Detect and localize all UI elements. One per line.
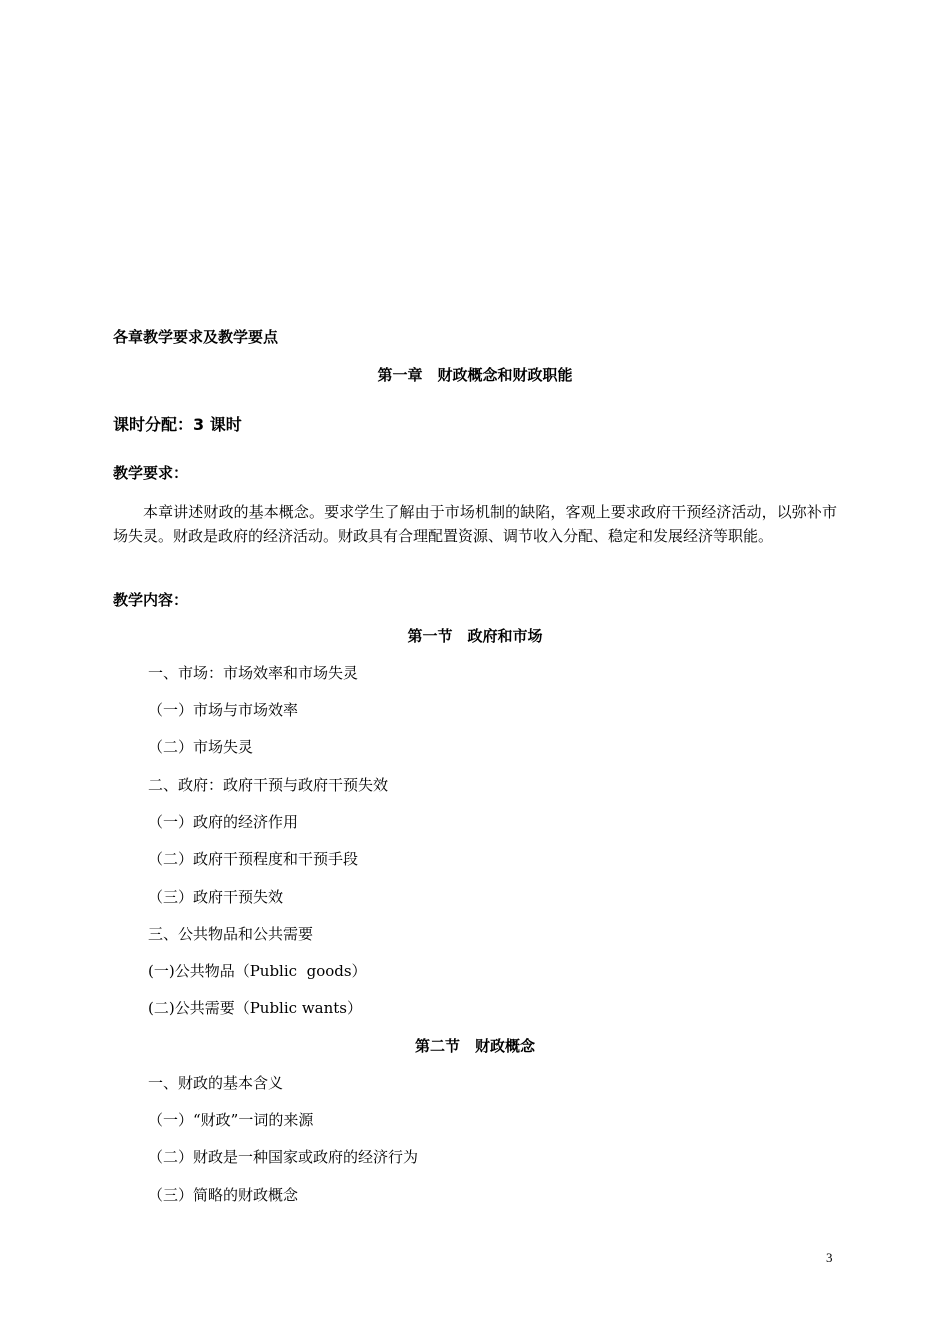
- requirements-paragraph: 本章讲述财政的基本概念。要求学生了解由于市场机制的缺陷，客观上要求政府干预经济活动，以弥补市场失灵。财政是政府的经济活动。财政具有合理配置资源、调节收入分配、稳定和发展经济等职能。: [113, 503, 837, 545]
- list-item: 一、财政的基本含义: [148, 1074, 284, 1092]
- list-item: （二）财政是一种国家或政府的经济行为: [148, 1148, 419, 1166]
- list-item: （一）“财政”一词的来源: [148, 1111, 314, 1129]
- page-number: 3: [826, 1250, 833, 1265]
- list-item: (二)公共需要（Public wants）: [148, 999, 362, 1017]
- list-item: （三）简略的财政概念: [148, 1186, 299, 1204]
- section-title: 各章教学要求及教学要点: [113, 328, 279, 346]
- section-2-title: 第二节 财政概念: [414, 1037, 535, 1055]
- list-item: （一）政府的经济作用: [148, 813, 299, 831]
- list-item: 一、市场：市场效率和市场失灵: [148, 664, 359, 682]
- class-hours: 课时分配：3 课时: [113, 415, 242, 434]
- list-item: 三、公共物品和公共需要: [148, 925, 314, 943]
- list-item: （二）政府干预程度和干预手段: [148, 850, 359, 868]
- list-item: （三）政府干预失效: [148, 888, 284, 906]
- list-item: （二）市场失灵: [148, 738, 254, 756]
- content-heading: 教学内容：: [113, 591, 189, 609]
- list-item: (一)公共物品（Public goods）: [148, 962, 367, 980]
- list-item: （一）市场与市场效率: [148, 701, 299, 719]
- chapter-title: 第一章 财政概念和财政职能: [377, 366, 573, 384]
- section-1-title: 第一节 政府和市场: [407, 627, 543, 645]
- list-item: 二、政府：政府干预与政府干预失效: [148, 776, 389, 794]
- requirements-heading: 教学要求：: [113, 464, 189, 482]
